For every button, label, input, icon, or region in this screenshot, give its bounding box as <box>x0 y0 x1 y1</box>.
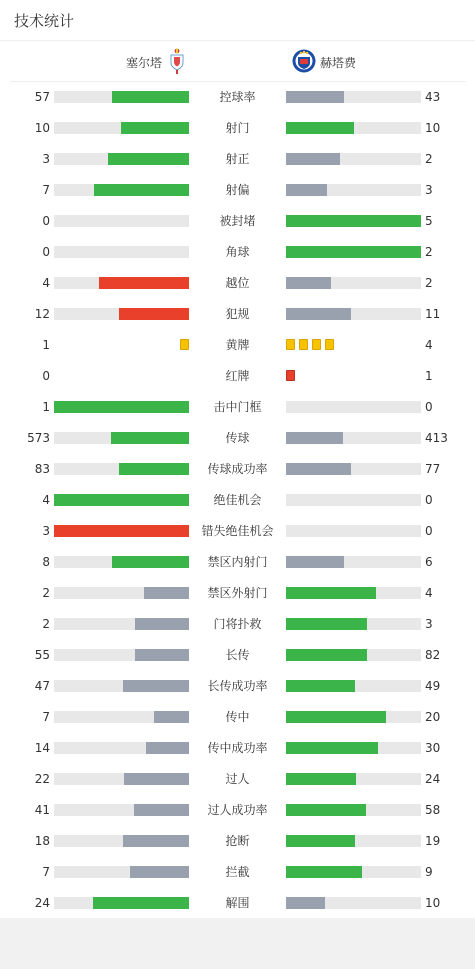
stat-label: 传中成功率 <box>207 741 268 755</box>
home-value: 12 <box>34 307 50 321</box>
away-bar-track <box>286 711 421 723</box>
away-bar <box>286 91 344 103</box>
stat-label: 解围 <box>225 896 250 910</box>
home-value: 7 <box>42 710 50 724</box>
home-value: 14 <box>34 741 50 755</box>
home-bar <box>123 835 189 847</box>
stat-row <box>0 175 475 206</box>
stat-label: 绝佳机会 <box>213 493 262 507</box>
away-bar <box>286 866 362 878</box>
home-value: 8 <box>42 555 50 569</box>
away-bar <box>286 835 355 847</box>
home-bar <box>54 401 189 413</box>
away-value: 10 <box>425 121 441 135</box>
home-value: 10 <box>34 121 50 135</box>
home-value: 47 <box>34 679 50 693</box>
home-value: 4 <box>42 276 50 290</box>
home-bar-track <box>54 432 189 444</box>
away-bar-track <box>286 153 421 165</box>
home-value: 2 <box>42 586 50 600</box>
stat-row <box>0 485 475 516</box>
home-bar <box>130 866 189 878</box>
home-bar <box>112 556 189 568</box>
home-bar-track <box>54 246 189 258</box>
stat-row <box>0 764 475 795</box>
away-value: 5 <box>425 214 433 228</box>
away-bar <box>286 556 344 568</box>
red-card-icon <box>286 370 295 381</box>
away-bar-track <box>286 835 421 847</box>
stat-label: 被封堵 <box>219 214 256 228</box>
away-team[interactable] <box>292 50 356 74</box>
away-bar-track <box>286 215 421 227</box>
away-bar-track <box>286 742 421 754</box>
home-bar-track <box>54 525 189 537</box>
away-value: 20 <box>425 710 441 724</box>
stat-row <box>0 702 475 733</box>
home-bar <box>119 308 189 320</box>
stat-row <box>0 206 475 237</box>
away-bar-track <box>286 184 421 196</box>
away-bar <box>286 277 331 289</box>
home-value: 22 <box>34 772 50 786</box>
page-title: 技术统计 <box>14 12 75 30</box>
stat-row <box>0 640 475 671</box>
home-value: 573 <box>27 431 50 445</box>
home-value: 0 <box>42 214 50 228</box>
away-bar-track <box>286 804 421 816</box>
stat-row <box>0 578 475 609</box>
away-bar <box>286 308 351 320</box>
stat-row <box>0 516 475 547</box>
home-bar <box>112 91 189 103</box>
away-bar <box>286 463 351 475</box>
away-value: 1 <box>425 369 433 383</box>
home-team[interactable] <box>126 50 184 74</box>
stat-label: 射门 <box>225 121 250 135</box>
home-bar-track <box>54 153 189 165</box>
away-value: 2 <box>425 276 433 290</box>
stat-label: 传球成功率 <box>207 462 268 476</box>
home-value: 0 <box>42 369 50 383</box>
home-bar <box>111 432 189 444</box>
home-bar <box>54 494 189 506</box>
away-value: 58 <box>425 803 441 817</box>
home-value: 41 <box>34 803 50 817</box>
away-bar <box>286 897 325 909</box>
home-bar-track <box>54 773 189 785</box>
yellow-card-icon <box>180 339 189 350</box>
home-value: 7 <box>42 183 50 197</box>
home-bar-track <box>54 184 189 196</box>
stat-row <box>0 237 475 268</box>
home-bar-track <box>54 277 189 289</box>
home-cards <box>180 339 189 350</box>
away-bar <box>286 680 355 692</box>
home-value: 4 <box>42 493 50 507</box>
away-bar-track <box>286 587 421 599</box>
home-bar <box>135 618 189 630</box>
stats-list <box>0 82 475 919</box>
stat-label: 过人 <box>225 772 250 786</box>
stat-row <box>0 795 475 826</box>
away-bar-track <box>286 866 421 878</box>
away-bar-track <box>286 649 421 661</box>
home-bar-track <box>54 804 189 816</box>
home-value: 1 <box>42 338 50 352</box>
away-value: 3 <box>425 617 433 631</box>
stat-row <box>0 671 475 702</box>
stat-label: 拦截 <box>225 865 250 879</box>
stat-label: 禁区外射门 <box>207 586 268 600</box>
home-value: 57 <box>34 90 50 104</box>
home-bar <box>121 122 189 134</box>
home-bar-track <box>54 308 189 320</box>
away-value: 24 <box>425 772 441 786</box>
stat-row <box>0 82 475 113</box>
stat-row <box>0 299 475 330</box>
home-bar <box>134 804 189 816</box>
home-bar <box>119 463 189 475</box>
home-value: 3 <box>42 152 50 166</box>
away-value: 0 <box>425 493 433 507</box>
away-bar-track <box>286 401 421 413</box>
away-bar <box>286 649 367 661</box>
stat-row <box>0 330 475 361</box>
home-bar <box>93 897 189 909</box>
stat-row <box>0 454 475 485</box>
home-bar-track <box>54 649 189 661</box>
stat-label: 犯规 <box>225 307 250 321</box>
home-value: 0 <box>42 245 50 259</box>
stat-label: 过人成功率 <box>207 803 268 817</box>
home-value: 24 <box>34 896 50 910</box>
stat-label: 长传成功率 <box>207 679 268 693</box>
away-bar-track <box>286 246 421 258</box>
stat-label: 击中门框 <box>213 400 262 414</box>
away-bar-track <box>286 618 421 630</box>
stat-row <box>0 392 475 423</box>
home-value: 1 <box>42 400 50 414</box>
away-value: 413 <box>425 431 448 445</box>
home-bar-track <box>54 587 189 599</box>
home-bar <box>135 649 189 661</box>
home-bar-track <box>54 680 189 692</box>
away-bar <box>286 122 354 134</box>
home-bar-track <box>54 835 189 847</box>
away-cards <box>286 339 334 350</box>
away-value: 2 <box>425 245 433 259</box>
stat-label: 禁区内射门 <box>207 555 268 569</box>
away-bar <box>286 804 366 816</box>
away-bar <box>286 215 421 227</box>
home-bar-track <box>54 866 189 878</box>
stat-label: 传中 <box>225 710 250 724</box>
home-value: 55 <box>34 648 50 662</box>
stat-label: 射偏 <box>225 183 250 197</box>
stat-row <box>0 857 475 888</box>
home-value: 2 <box>42 617 50 631</box>
away-bar-track <box>286 897 421 909</box>
stat-row <box>0 609 475 640</box>
home-team-name: 塞尔塔 <box>126 55 163 70</box>
stat-label: 抢断 <box>225 834 250 848</box>
stat-label: 射正 <box>225 152 250 166</box>
home-bar-track <box>54 494 189 506</box>
away-value: 43 <box>425 90 441 104</box>
away-bar <box>286 587 376 599</box>
away-value: 4 <box>425 338 433 352</box>
away-bar <box>286 153 340 165</box>
away-bar-track <box>286 122 421 134</box>
away-bar <box>286 184 327 196</box>
away-bar <box>286 618 367 630</box>
stat-row <box>0 547 475 578</box>
home-bar-track <box>54 742 189 754</box>
away-value: 11 <box>425 307 441 321</box>
home-bar <box>144 587 189 599</box>
away-bar <box>286 246 421 258</box>
away-bar-track <box>286 680 421 692</box>
stat-row <box>0 826 475 857</box>
away-bar-track <box>286 308 421 320</box>
home-bar-track <box>54 215 189 227</box>
away-team-name: 赫塔费 <box>320 55 357 70</box>
home-bar <box>124 773 189 785</box>
home-bar <box>99 277 189 289</box>
away-value: 6 <box>425 555 433 569</box>
away-value: 49 <box>425 679 441 693</box>
away-bar-track <box>286 773 421 785</box>
stat-row <box>0 113 475 144</box>
stat-row <box>0 423 475 454</box>
home-bar <box>54 525 189 537</box>
home-bar-track <box>54 556 189 568</box>
away-value: 30 <box>425 741 441 755</box>
home-bar <box>123 680 189 692</box>
stat-label: 长传 <box>225 648 250 662</box>
home-bar <box>154 711 189 723</box>
away-bar-track <box>286 494 421 506</box>
stat-row <box>0 733 475 764</box>
away-value: 10 <box>425 896 441 910</box>
celta-crest-icon <box>170 48 184 77</box>
away-bar <box>286 711 386 723</box>
away-value: 0 <box>425 524 433 538</box>
away-value: 2 <box>425 152 433 166</box>
away-bar-track <box>286 277 421 289</box>
away-value: 82 <box>425 648 441 662</box>
home-value: 7 <box>42 865 50 879</box>
divider <box>0 40 475 41</box>
away-value: 9 <box>425 865 433 879</box>
stat-row <box>0 361 475 392</box>
home-bar-track <box>54 463 189 475</box>
stat-label: 黄牌 <box>225 338 250 352</box>
stat-label: 红牌 <box>225 369 250 383</box>
away-bar-track <box>286 463 421 475</box>
home-bar-track <box>54 91 189 103</box>
away-value: 77 <box>425 462 441 476</box>
away-bar <box>286 742 378 754</box>
away-bar-track <box>286 91 421 103</box>
home-value: 83 <box>34 462 50 476</box>
home-bar <box>94 184 189 196</box>
stat-label: 错失绝佳机会 <box>201 524 274 538</box>
away-value: 4 <box>425 586 433 600</box>
stat-row <box>0 888 475 919</box>
home-bar-track <box>54 618 189 630</box>
getafe-crest-icon <box>292 49 316 76</box>
yellow-card-icon <box>312 339 321 350</box>
yellow-card-icon <box>286 339 295 350</box>
away-bar-track <box>286 432 421 444</box>
home-value: 3 <box>42 524 50 538</box>
stat-label: 传球 <box>225 431 250 445</box>
away-value: 3 <box>425 183 433 197</box>
away-value: 19 <box>425 834 441 848</box>
stat-label: 越位 <box>225 276 250 290</box>
stat-row <box>0 144 475 175</box>
stat-label: 角球 <box>225 245 250 259</box>
stat-label: 门将扑救 <box>213 617 262 631</box>
yellow-card-icon <box>325 339 334 350</box>
home-bar <box>146 742 189 754</box>
home-bar-track <box>54 122 189 134</box>
home-bar-track <box>54 711 189 723</box>
away-bar <box>286 773 356 785</box>
away-bar <box>286 432 343 444</box>
away-bar-track <box>286 525 421 537</box>
home-bar <box>108 153 189 165</box>
stat-row <box>0 268 475 299</box>
home-value: 18 <box>34 834 50 848</box>
stat-label: 控球率 <box>219 90 256 104</box>
away-value: 0 <box>425 400 433 414</box>
away-bar-track <box>286 556 421 568</box>
home-bar-track <box>54 401 189 413</box>
away-cards <box>286 370 295 381</box>
home-bar-track <box>54 897 189 909</box>
yellow-card-icon <box>299 339 308 350</box>
